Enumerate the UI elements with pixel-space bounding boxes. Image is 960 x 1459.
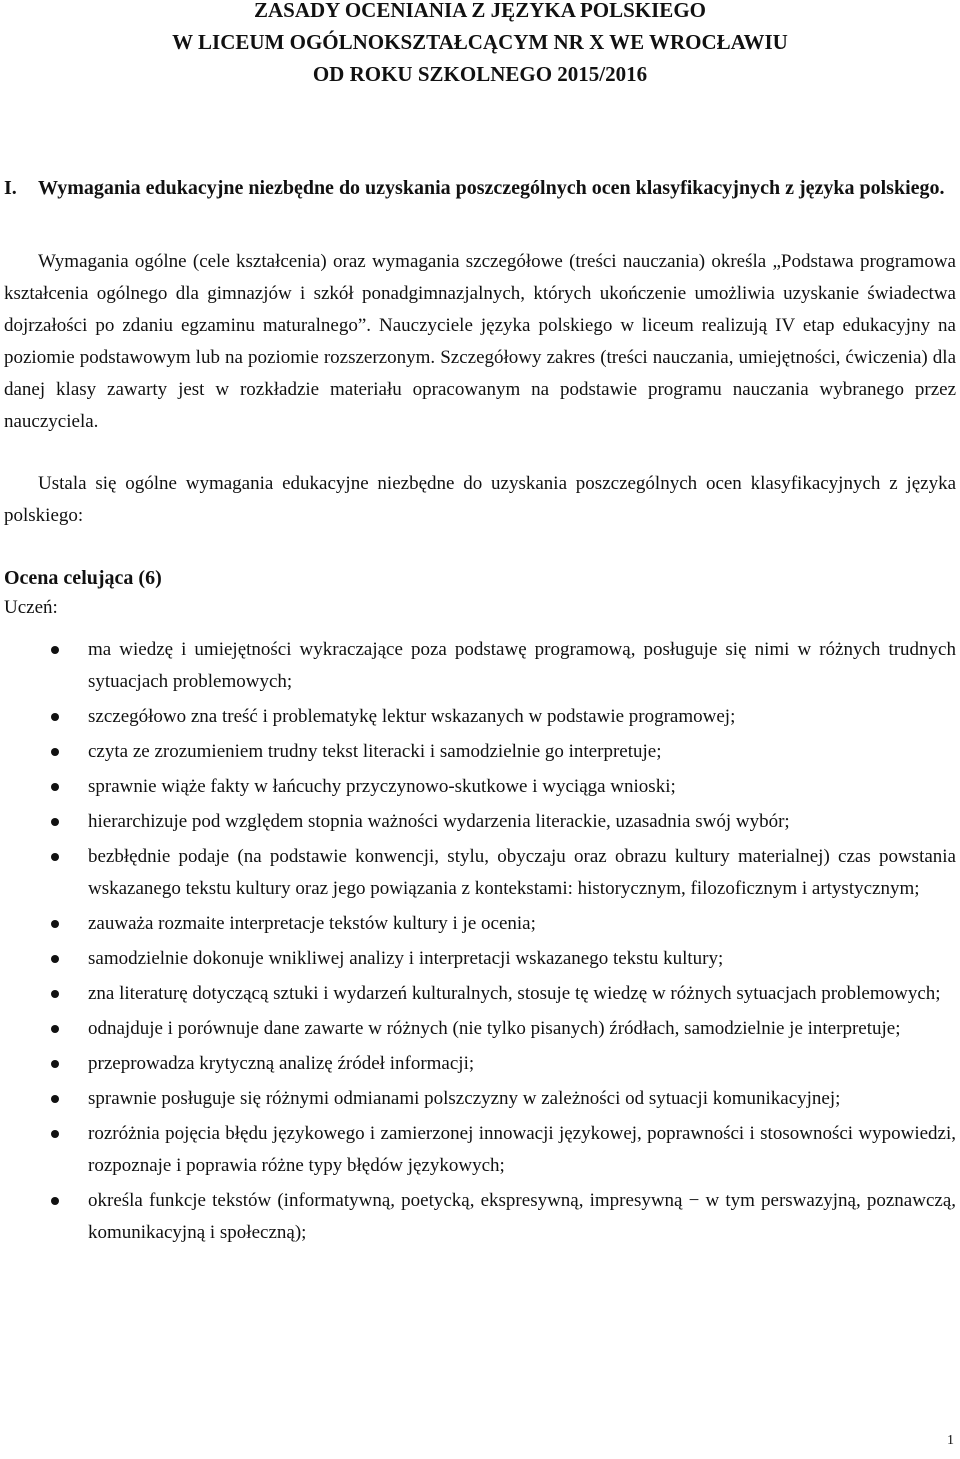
list-item	[4, 943, 956, 975]
requirements-intro-paragraph: Ustala się ogólne wymagania edukacyjne niezbędne do uzyskania poszczególnych ocen klasyfikacyjnych z języka polskiego:	[4, 473, 956, 526]
list-item	[4, 978, 956, 1010]
bullet-icon	[51, 853, 59, 861]
title-line: ZASADY OCENIANIA Z JĘZYKA POLSKIEGO	[254, 0, 706, 22]
list-item	[4, 736, 956, 768]
grade-heading: Ocena celująca (6)	[4, 567, 162, 589]
list-item	[4, 1048, 956, 1080]
list-item-text: sprawnie wiąże fakty w łańcuchy przyczynowo-skutkowe i wyciąga wnioski;	[88, 776, 676, 797]
bullet-icon	[51, 748, 59, 756]
bullet-icon	[51, 646, 59, 654]
document-page	[4, 0, 956, 1252]
list-item	[4, 1083, 956, 1115]
list-item-text: szczegółowo zna treść i problematykę lektur wskazanych w podstawie programowej;	[88, 706, 736, 727]
list-item-text: bezbłędnie podaje (na podstawie konwencji, stylu, obyczaju oraz obrazu kultury materialnej) czas powstania wskazanego tekstu kultury oraz jego powiązania z kontekstami: historycznym, filozoficznym i artystycznym;	[88, 846, 956, 899]
requirements-list	[4, 634, 956, 1249]
section-title: Wymagania edukacyjne niezbędne do uzyskania poszczególnych ocen klasyfikacyjnych z języka polskiego.	[38, 177, 945, 199]
document-title	[4, 0, 956, 90]
bullet-icon	[51, 920, 59, 928]
section-heading	[4, 172, 956, 204]
bullet-icon	[51, 1025, 59, 1033]
bullet-icon	[51, 990, 59, 998]
bullet-icon	[51, 1060, 59, 1068]
list-item	[4, 771, 956, 803]
list-item	[4, 701, 956, 733]
list-item-text: odnajduje i porównuje dane zawarte w różnych (nie tylko pisanych) źródłach, samodzielnie je interpretuje;	[88, 1018, 901, 1039]
section-number: I.	[4, 177, 17, 199]
list-item-text: określa funkcje tekstów (informatywną, poetycką, ekspresywną, impresywną − w tym perswazyjną, poznawczą, komunikacyjną i społeczną);	[88, 1190, 956, 1243]
bullet-icon	[51, 1130, 59, 1138]
list-item	[4, 1118, 956, 1182]
bullet-icon	[51, 1095, 59, 1103]
bullet-icon	[51, 783, 59, 791]
list-item-text: zna literaturę dotyczącą sztuki i wydarzeń kulturalnych, stosuje tę wiedzę w różnych sytuacjach problemowych;	[88, 983, 941, 1004]
list-item-text: rozróżnia pojęcia błędu językowego i zamierzonej innowacji językowej, poprawności i stosowności wypowiedzi, rozpoznaje i poprawia różne typy błędów językowych;	[88, 1123, 956, 1176]
list-item-text: ma wiedzę i umiejętności wykraczające poza podstawę programową, posługuje się nimi w różnych trudnych sytuacjach problemowych;	[88, 639, 956, 692]
list-item	[4, 634, 956, 698]
bullet-icon	[51, 1197, 59, 1205]
list-item-text: czyta ze zrozumieniem trudny tekst literacki i samodzielnie go interpretuje;	[88, 741, 662, 762]
student-label: Uczeń:	[4, 597, 58, 618]
list-item-text: zauważa rozmaite interpretacje tekstów kultury i je ocenia;	[88, 913, 536, 934]
title-line: OD ROKU SZKOLNEGO 2015/2016	[312, 62, 648, 86]
list-item	[4, 1185, 956, 1249]
list-item	[4, 908, 956, 940]
list-item-text: przeprowadza krytyczną analizę źródeł informacji;	[88, 1053, 475, 1074]
list-item-text: samodzielnie dokonuje wnikliwej analizy i interpretacji wskazanego tekstu kultury;	[88, 948, 724, 969]
list-item	[4, 806, 956, 838]
bullet-icon	[51, 713, 59, 721]
bullet-icon	[51, 955, 59, 963]
bullet-icon	[51, 818, 59, 826]
page-number: 1	[947, 1433, 954, 1448]
intro-paragraph: Wymagania ogólne (cele kształcenia) oraz wymagania szczegółowe (treści nauczania) określa „Podstawa programowa kształcenia ogólnego dla gimnazjów i szkół ponadgimnazjalnych, których ukończenie umożliwia uzyskanie świadectwa dojrzałości po zdaniu egzaminu maturalnego”. Nauczyciele języka polskiego w liceum realizują IV etap edukacyjny na poziomie podstawowym lub na poziomie rozszerzonym. Szczegółowy zakres (treści nauczania, umiejętności, ćwiczenia) dla danej klasy zawarty jest w rozkładzie materiału opracowanym na podstawie programu nauczania wybranego przez nauczyciela.	[4, 251, 956, 432]
list-item-text: hierarchizuje pod względem stopnia ważności wydarzenia literackie, uzasadnia swój wybór;	[88, 811, 790, 832]
list-item	[4, 1013, 956, 1045]
title-line: W LICEUM OGÓLNOKSZTAŁCĄCYM NR X WE WROCŁAWIU	[172, 30, 788, 54]
list-item-text: sprawnie posługuje się różnymi odmianami polszczyzny w zależności od sytuacji komunikacyjnej;	[88, 1088, 841, 1109]
list-item	[4, 841, 956, 905]
